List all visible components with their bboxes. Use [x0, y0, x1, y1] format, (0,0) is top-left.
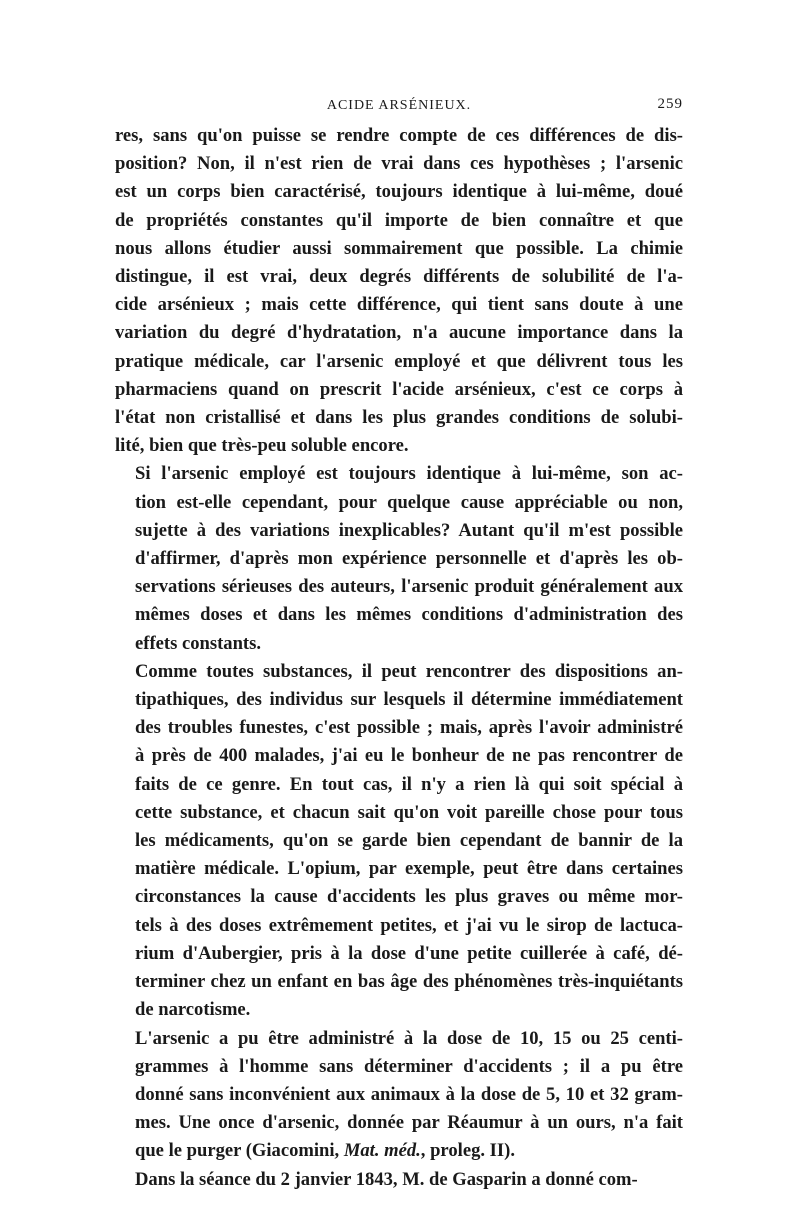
running-title: ACIDE ARSÉNIEUX. [326, 98, 472, 113]
running-header [115, 96, 683, 122]
text-line: mes. Une once d'arsenic, donnée par Réaumur à un ours, n'a fait [135, 1112, 683, 1134]
text-line: lité, bien que très-peu soluble encore. [115, 435, 409, 457]
text-line: faits de ce genre. En tout cas, il n'y a rien là qui soit spécial à [135, 773, 683, 795]
paragraph [115, 658, 683, 1025]
text-line: variation du degré d'hydratation, n'a aucune importance dans la [115, 322, 683, 344]
text-line: terminer chez un enfant en bas âge des phénomènes très-inquiétants [135, 971, 683, 993]
page-number: 259 [657, 96, 683, 112]
text-line [115, 1137, 683, 1165]
paragraph [115, 1166, 683, 1194]
text-line: Comme toutes substances, il peut rencontrer des dispositions an- [135, 660, 683, 682]
text-line: pharmaciens quand on prescrit l'acide arsénieux, c'est ce corps à [115, 378, 683, 400]
page [115, 96, 683, 1194]
text-line: Si l'arsenic employé est toujours identique à lui-même, son ac- [135, 463, 683, 485]
text-line: est un corps bien caractérisé, toujours identique à lui-même, doué [115, 181, 683, 203]
text-line: L'arsenic a pu être administré à la dose de 10, 15 ou 25 centi- [135, 1027, 683, 1049]
text-line: donné sans inconvénient aux animaux à la dose de 5, 10 et 32 gram- [135, 1083, 683, 1105]
text-line: de narcotisme. [135, 999, 251, 1021]
text-segment: que le purger (Giacomini, [135, 1140, 344, 1162]
text-line: l'état non cristallisé et dans les plus grandes conditions de solubi- [115, 407, 683, 429]
text-line: tion est-elle cependant, pour quelque cause appréciable ou non, [135, 491, 683, 513]
text-line: Dans la séance du 2 janvier 1843, M. de Gasparin a donné com- [135, 1168, 638, 1190]
text-line: de propriétés constantes qu'il importe de bien connaître et que [115, 209, 683, 231]
text-line: distingue, il est vrai, deux degrés différents de solubilité de l'a- [115, 266, 683, 288]
text-line: cide arsénieux ; mais cette différence, qui tient sans doute à une [115, 294, 683, 316]
text-line: d'affirmer, d'après mon expérience personnelle et d'après les ob- [135, 548, 683, 570]
text-line: grammes à l'homme sans déterminer d'accidents ; il a pu être [135, 1055, 683, 1077]
text-line: des troubles funestes, c'est possible ; mais, après l'avoir administré [135, 717, 683, 739]
text-line: tels à des doses extrêmement petites, et j'ai vu le sirop de lactuca- [135, 914, 683, 936]
text-line: tipathiques, des individus sur lesquels il détermine immédiatement [135, 689, 683, 711]
text-line: effets constants. [135, 632, 261, 654]
text-line: pratique médicale, car l'arsenic employé et que délivrent tous les [115, 350, 683, 372]
text-line: position? Non, il n'est rien de vrai dans ces hypothèses ; l'arsenic [115, 153, 683, 175]
paragraph [115, 460, 683, 657]
text-line: matière médicale. L'opium, par exemple, peut être dans certaines [135, 858, 683, 880]
italic-citation: Mat. méd. [343, 1140, 421, 1162]
text-line: res, sans qu'on puisse se rendre compte de ces différences de dis- [115, 125, 683, 146]
text-line: nous allons étudier aussi sommairement que possible. La chimie [115, 237, 683, 259]
text-line: cette substance, et chacun sait qu'on voit pareille chose pour tous [135, 801, 683, 823]
text-line: à près de 400 malades, j'ai eu le bonheur de ne pas rencontrer de [135, 745, 683, 767]
text-line: servations sérieuses des auteurs, l'arsenic produit généralement aux [135, 576, 683, 598]
text-line: les médicaments, qu'on se garde bien cependant de bannir de la [135, 830, 683, 852]
body-text [115, 122, 683, 1194]
paragraph [115, 122, 683, 460]
text-line: rium d'Aubergier, pris à la dose d'une petite cuillerée à café, dé- [135, 942, 683, 964]
text-line: mêmes doses et dans les mêmes conditions d'administration des [135, 604, 683, 626]
text-segment: , proleg. II). [420, 1140, 515, 1162]
text-line: circonstances la cause d'accidents les plus graves ou même mor- [135, 886, 683, 908]
text-line: sujette à des variations inexplicables? Autant qu'il m'est possible [135, 519, 683, 541]
paragraph [115, 1025, 683, 1166]
